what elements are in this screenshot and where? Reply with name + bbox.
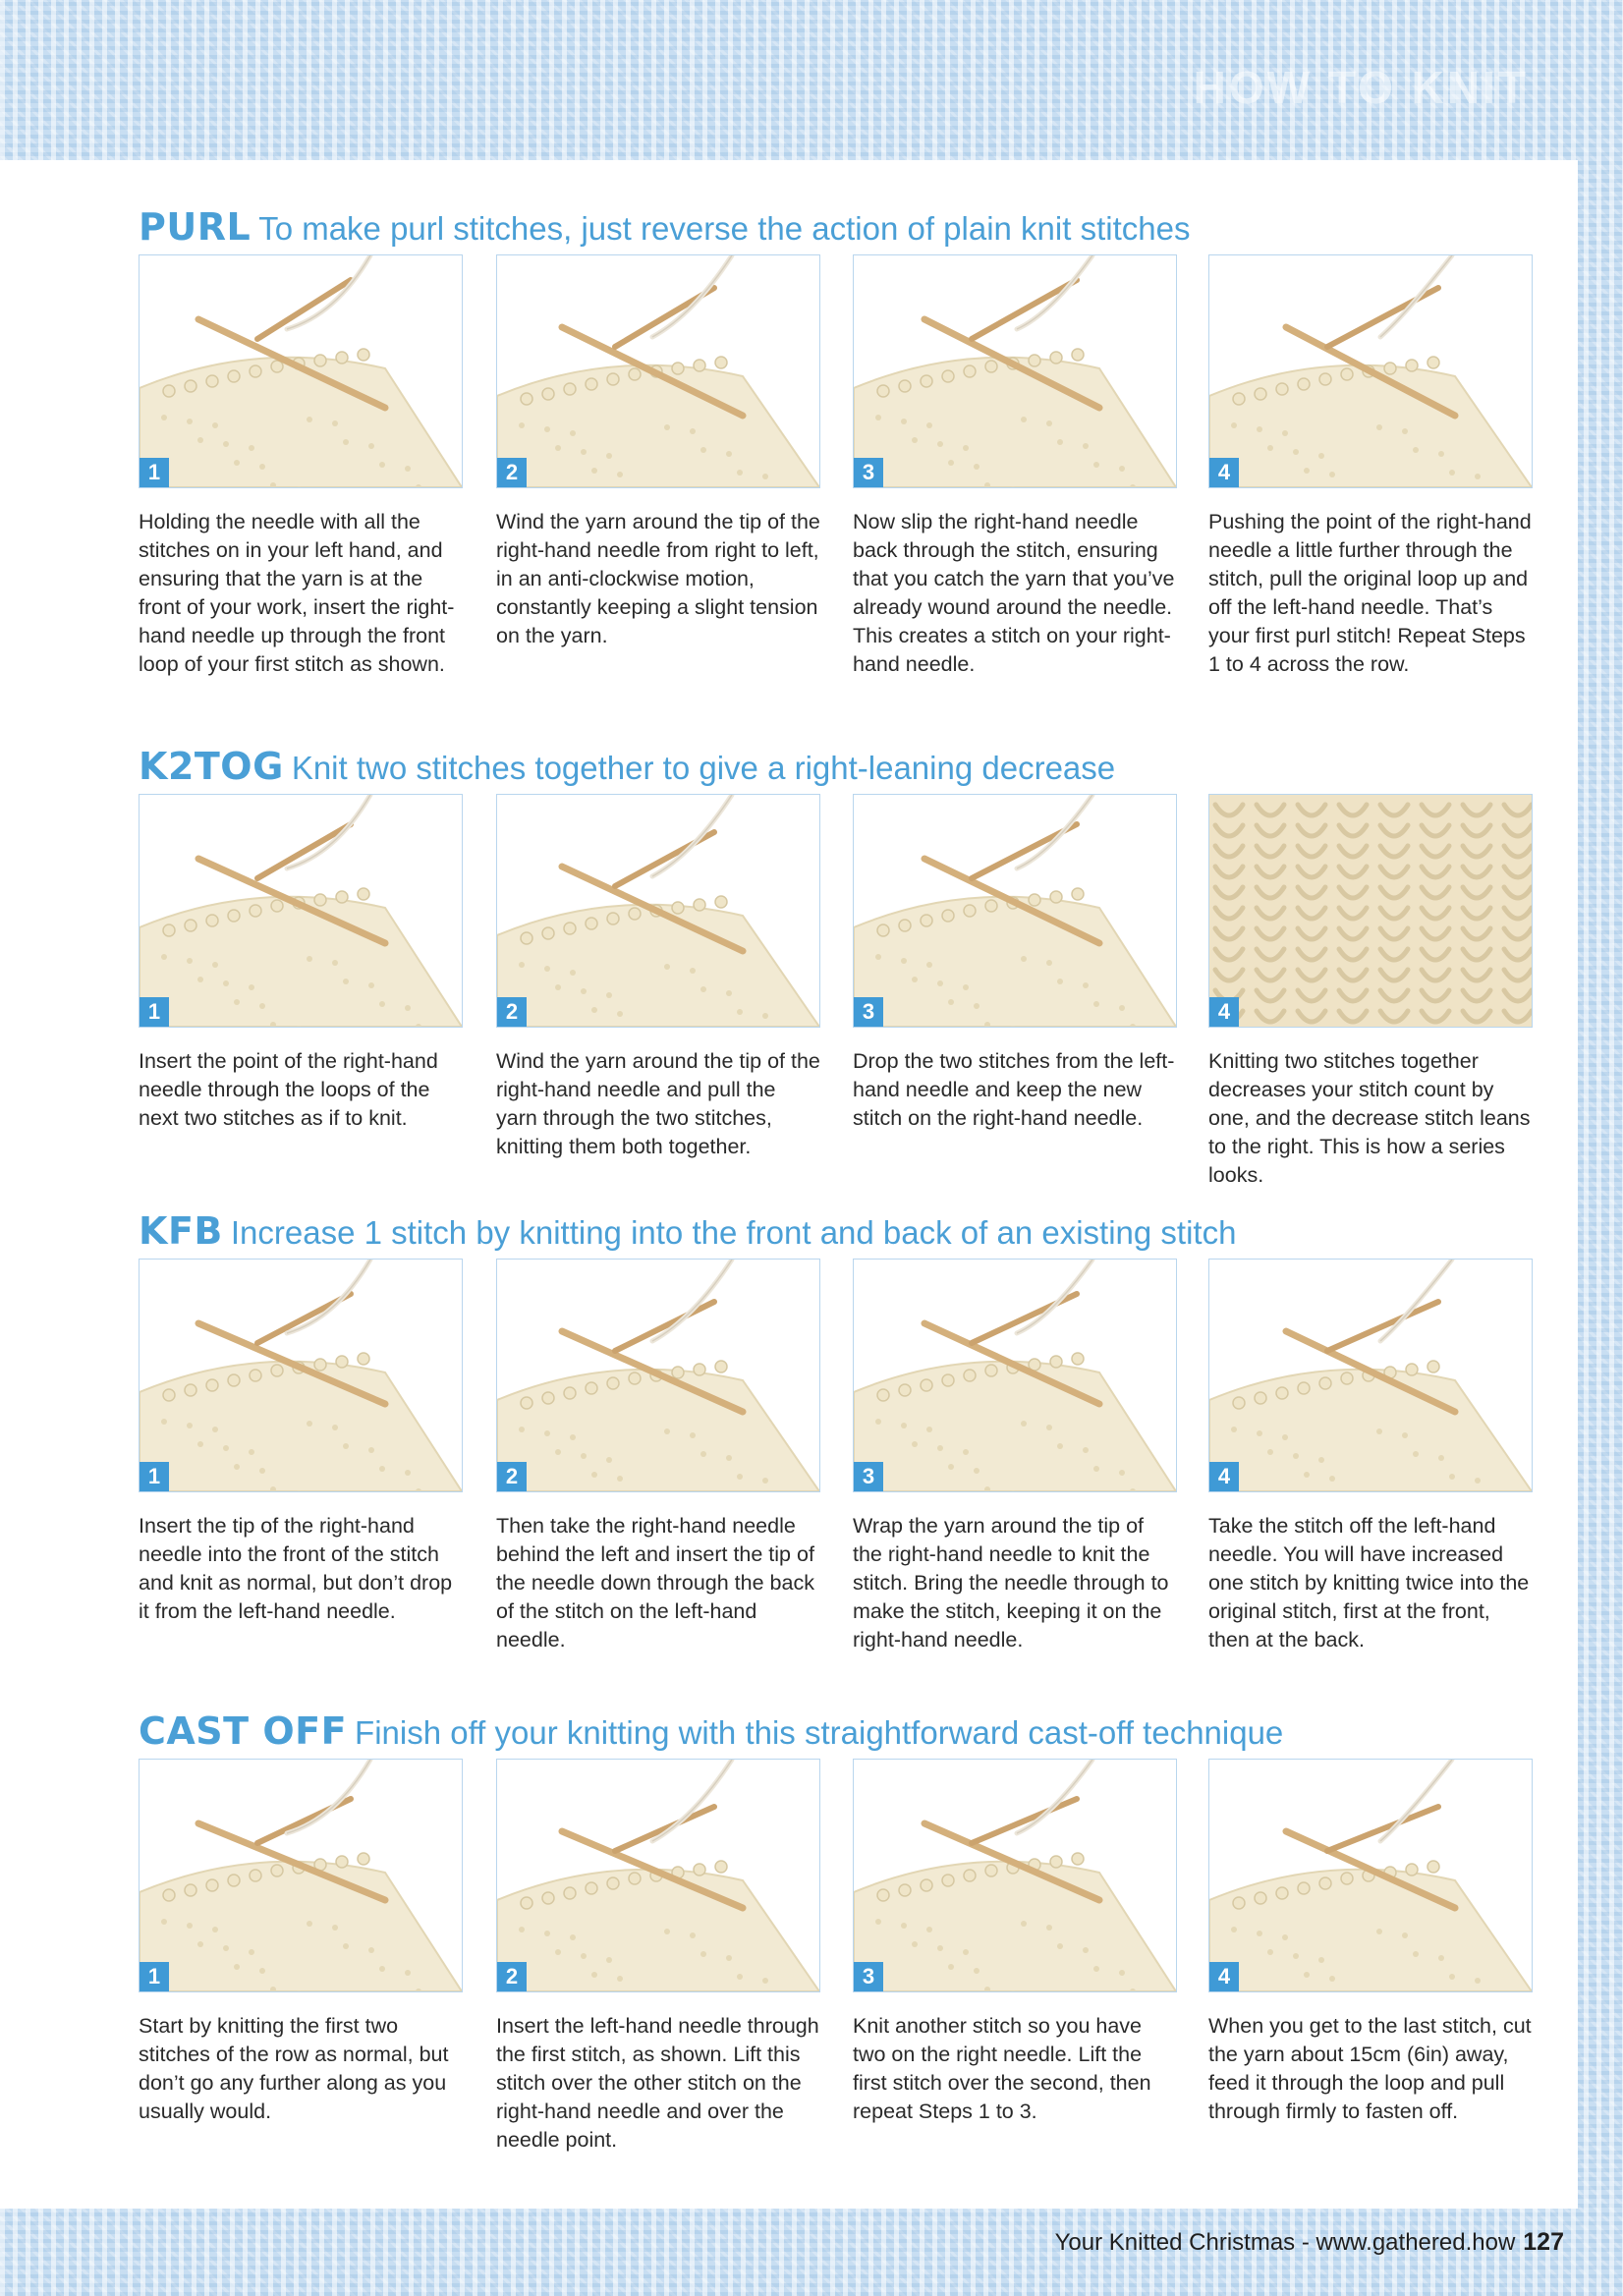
knitting-photo (854, 255, 1176, 487)
step-photo (1208, 1259, 1533, 1492)
step-number-badge: 4 (1209, 1962, 1239, 1991)
page-number: 127 (1523, 2228, 1564, 2256)
knitting-photo (497, 255, 819, 487)
step-number-badge: 3 (854, 997, 883, 1027)
step-number-badge: 4 (1209, 1462, 1239, 1491)
step-card (1208, 1259, 1533, 1654)
knitting-photo (497, 1760, 819, 1991)
step-card (139, 1759, 463, 2126)
technique-section (139, 199, 1534, 676)
step-number-badge: 3 (854, 458, 883, 487)
step-number-badge: 2 (497, 1462, 527, 1491)
section-subtitle: Increase 1 stitch by knitting into the front and back of an existing stitch (230, 1214, 1237, 1251)
knitting-photo (140, 795, 462, 1027)
knitting-photo (854, 795, 1176, 1027)
technique-section (139, 739, 1534, 1187)
section-title (139, 1204, 1534, 1259)
step-caption: Wind the yarn around the tip of the right-hand needle from right to left, in an anti-clockwise motion, constantly keeping a slight tension on the yarn. (496, 510, 820, 647)
step-number-badge: 3 (854, 1962, 883, 1991)
step-number-badge: 3 (854, 1462, 883, 1491)
step-caption: Insert the left-hand needle through the first stitch, as shown. Lift this stitch over the other stitch on the right-hand needle and over the needle point. (496, 2014, 819, 2152)
step-caption: Insert the point of the right-hand needle through the loops of the next two stitches as if to knit. (139, 1049, 438, 1130)
step-photo (853, 1759, 1177, 1992)
step-caption: Take the stitch off the left-hand needle. You will have increased one stitch by knitting twice into the original stitch, first at the front, then at the back. (1208, 1514, 1530, 1652)
step-card (139, 794, 463, 1133)
knitting-photo (854, 1260, 1176, 1491)
step-photo (1208, 1759, 1533, 1992)
step-number-badge: 1 (140, 1462, 169, 1491)
step-number-badge: 2 (497, 1962, 527, 1991)
section-keyword: PURL (139, 205, 252, 249)
step-card (139, 254, 463, 679)
section-subtitle: Knit two stitches together to give a right-leaning decrease (291, 750, 1116, 786)
step-caption: Pushing the point of the right-hand needle a little further through the stitch, pull the original loop up and off the left-hand needle. That’s your first purl stitch! Repeat Steps 1 to 4 across the row. (1208, 510, 1532, 676)
step-card (853, 794, 1177, 1133)
knitting-photo (1209, 795, 1532, 1027)
step-photo (496, 1759, 820, 1992)
step-photo (496, 1259, 820, 1492)
step-photo (139, 794, 463, 1028)
knitting-photo (1209, 1260, 1532, 1491)
section-keyword: K2TOG (139, 745, 284, 788)
step-row (139, 794, 1534, 1187)
step-photo (139, 1759, 463, 1992)
section-subtitle: To make purl stitches, just reverse the action of plain knit stitches (258, 210, 1191, 247)
section-title (139, 739, 1534, 794)
technique-section (139, 1204, 1534, 1652)
step-caption: Then take the right-hand needle behind the left and insert the tip of the needle down through the back of the stitch on the left-hand needle. (496, 1514, 814, 1652)
step-photo (496, 254, 820, 488)
section-keyword: CAST OFF (139, 1709, 348, 1753)
step-photo (853, 254, 1177, 488)
step-card (496, 1759, 820, 2155)
step-number-badge: 1 (140, 997, 169, 1027)
step-row (139, 1259, 1534, 1652)
step-caption: Insert the tip of the right-hand needle into the front of the stitch and knit as normal, but don’t drop it from the left-hand needle. (139, 1514, 453, 1623)
page-footer (1055, 2228, 1564, 2257)
step-number-badge: 1 (140, 1962, 169, 1991)
step-photo (139, 1259, 463, 1492)
step-card (853, 1259, 1177, 1654)
header-how-to-knit: HOW TO KNIT (1193, 62, 1529, 113)
knitting-photo (1209, 1760, 1532, 1991)
step-photo (496, 794, 820, 1028)
section-subtitle: Finish off your knitting with this straightforward cast-off technique (355, 1714, 1284, 1751)
step-card (496, 1259, 820, 1654)
knitting-photo (1209, 255, 1532, 487)
step-caption: Now slip the right-hand needle back through the stitch, ensuring that you catch the yarn that you’ve already wound around the needle. This creates a stitch on your right-hand needle. (853, 510, 1175, 676)
knitting-photo (854, 1760, 1176, 1991)
section-keyword: KFB (139, 1209, 223, 1253)
knitting-photo (140, 255, 462, 487)
step-caption: Drop the two stitches from the left-hand needle and keep the new stitch on the right-hand needle. (853, 1049, 1175, 1130)
knitting-photo (497, 795, 819, 1027)
section-title (139, 1704, 1534, 1759)
step-caption: Holding the needle with all the stitches on in your left hand, and ensuring that the yarn is at the front of your work, insert the right-hand needle up through the front loop of your first stitch as shown. (139, 510, 455, 676)
step-caption: Start by knitting the first two stitches of the row as normal, but don’t go any further along as you usually would. (139, 2014, 449, 2123)
knitting-photo (140, 1260, 462, 1491)
step-caption: Wind the yarn around the tip of the right-hand needle and pull the yarn through the two stitches, knitting them both together. (496, 1049, 820, 1158)
step-card (1208, 254, 1533, 679)
step-caption: When you get to the last stitch, cut the yarn about 15cm (6in) away, feed it through the loop and pull through firmly to fasten off. (1208, 2014, 1532, 2123)
step-photo (139, 254, 463, 488)
step-number-badge: 1 (140, 458, 169, 487)
step-caption: Knitting two stitches together decreases your stitch count by one, and the decrease stitch leans to the right. This is how a series looks. (1208, 1049, 1531, 1187)
step-caption: Knit another stitch so you have two on the right needle. Lift the first stitch over the second, then repeat Steps 1 to 3. (853, 2014, 1151, 2123)
step-card (496, 794, 820, 1161)
step-card (1208, 794, 1533, 1190)
step-row (139, 254, 1534, 676)
step-row (139, 1759, 1534, 2152)
step-card (853, 254, 1177, 679)
step-photo (1208, 254, 1533, 488)
step-number-badge: 2 (497, 997, 527, 1027)
step-caption: Wrap the yarn around the tip of the right-hand needle to knit the stitch. Bring the needle through to make the stitch, keeping it on the right-hand needle. (853, 1514, 1169, 1652)
step-card (1208, 1759, 1533, 2126)
step-number-badge: 4 (1209, 997, 1239, 1027)
knitting-photo (140, 1760, 462, 1991)
step-card (139, 1259, 463, 1626)
step-photo (853, 794, 1177, 1028)
step-photo (853, 1259, 1177, 1492)
step-photo (1208, 794, 1533, 1028)
footer-publication: Your Knitted Christmas - www.gathered.how (1054, 2229, 1516, 2256)
step-card (853, 1759, 1177, 2126)
step-number-badge: 2 (497, 458, 527, 487)
step-card (496, 254, 820, 650)
section-title (139, 199, 1534, 254)
knitting-photo (497, 1260, 819, 1491)
technique-section (139, 1704, 1534, 2152)
step-number-badge: 4 (1209, 458, 1239, 487)
